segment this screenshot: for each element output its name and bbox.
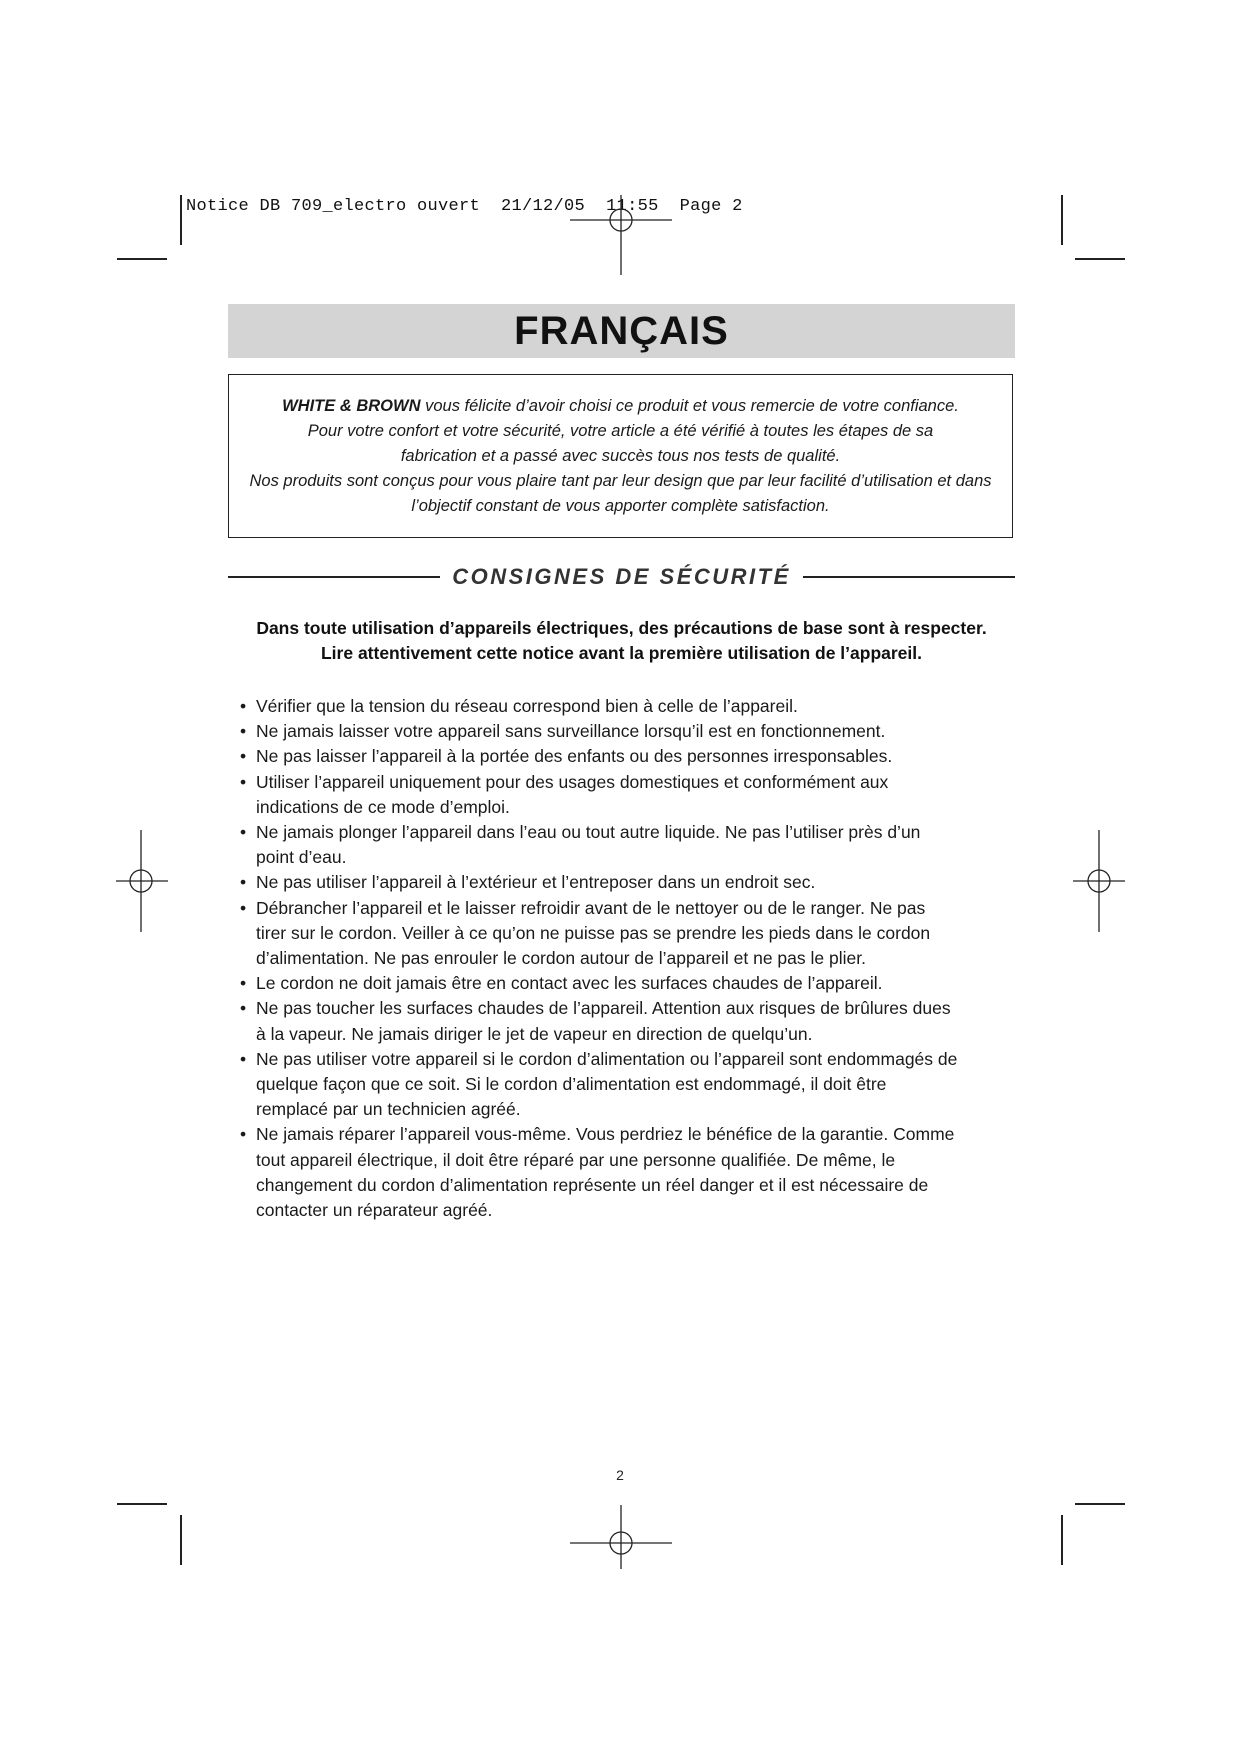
safety-item-line: Ne pas utiliser l’appareil à l’extérieur et l’entreposer dans un endroit sec. xyxy=(256,872,816,893)
safety-item xyxy=(240,1047,1020,1123)
safety-item-line: Ne jamais réparer l’appareil vous-même. Vous perdriez le bénéfice de la garantie. Comme xyxy=(256,1124,955,1145)
intro-line-3: fabrication et a passé avec succès tous nos tests de qualité. xyxy=(400,447,841,465)
safety-item-line: Ne jamais plonger l’appareil dans l’eau ou tout autre liquide. Ne pas l’utiliser près d’un xyxy=(256,822,921,843)
safety-item-line: tirer sur le cordon. Veiller à ce qu’on ne puisse pas se prendre les pieds dans le cordon xyxy=(256,922,931,943)
safety-item xyxy=(240,770,1020,820)
crop-mark-bottom-left-horizontal xyxy=(117,1503,167,1505)
heading-rule-left xyxy=(228,576,440,578)
safety-item xyxy=(240,896,1020,972)
safety-item xyxy=(240,971,1020,996)
bullet-icon: • xyxy=(240,973,247,994)
safety-item-line: indications de ce mode d’emploi. xyxy=(256,796,510,817)
crop-mark-top-right-horizontal xyxy=(1075,258,1125,260)
crop-mark-bottom-right-horizontal xyxy=(1075,1503,1125,1505)
section-title: CONSIGNES DE SÉCURITÉ xyxy=(452,564,791,589)
safety-item-line: quelque façon que ce soit. Si le cordon d’alimentation est endommagé, il doit être xyxy=(256,1074,887,1095)
safety-item-line: Débrancher l’appareil et le laisser refroidir avant de le nettoyer ou de le ranger. Ne pas xyxy=(256,897,926,918)
safety-item-line: changement du cordon d’alimentation représente un réel danger et il est nécessaire de xyxy=(256,1174,929,1195)
safety-item-line: d’alimentation. Ne pas enrouler le cordon autour de l’appareil et ne pas le plier. xyxy=(256,948,866,969)
registration-mark-bottom xyxy=(570,1487,672,1569)
safety-item xyxy=(240,694,1020,719)
safety-item-line: Ne pas laisser l’appareil à la portée des enfants ou des personnes irresponsables. xyxy=(256,746,893,767)
registration-mark-left xyxy=(116,830,168,932)
crop-mark-bottom-left-vertical xyxy=(180,1515,182,1565)
section-heading xyxy=(228,563,1015,591)
safety-item-line: Ne jamais laisser votre appareil sans surveillance lorsqu’il est en fonctionnement. xyxy=(256,721,886,742)
safety-item-line: Vérifier que la tension du réseau correspond bien à celle de l’appareil. xyxy=(256,696,798,716)
intro-line-4: Nos produits sont conçus pour vous plaire tant par leur design que par leur facilité d’utilisation et dans xyxy=(249,472,992,490)
bullet-icon: • xyxy=(240,1124,247,1145)
bullet-icon: • xyxy=(240,746,247,767)
printer-slug: Notice DB 709_electro ouvert 21/12/05 11:55 Page 2 xyxy=(186,197,743,216)
page-number: 2 xyxy=(616,1467,624,1483)
bullet-icon: • xyxy=(240,897,247,918)
safety-item xyxy=(240,744,1020,769)
bullet-icon: • xyxy=(240,696,247,716)
lead-paragraph xyxy=(228,616,1015,666)
safety-item-line: Ne pas utiliser votre appareil si le cordon d’alimentation ou l’appareil sont endommagés de xyxy=(256,1048,958,1069)
lead-line-1: Dans toute utilisation d’appareils électriques, des précautions de base sont à respecter. xyxy=(256,618,987,638)
crop-mark-top-left-horizontal xyxy=(117,258,167,260)
safety-item-line: Utiliser l’appareil uniquement pour des usages domestiques et conformément aux xyxy=(256,771,889,792)
bullet-icon: • xyxy=(240,1048,247,1069)
registration-mark-top xyxy=(570,195,672,277)
bullet-icon: • xyxy=(240,998,247,1019)
registration-mark-right xyxy=(1073,830,1125,932)
crop-mark-top-left-vertical xyxy=(180,195,182,245)
safety-item xyxy=(240,870,1020,895)
safety-item xyxy=(240,1122,1020,1223)
intro-box xyxy=(228,374,1013,538)
bullet-icon: • xyxy=(240,872,247,893)
intro-line-5: l’objectif constant de vous apporter complète satisfaction. xyxy=(411,497,830,515)
safety-item-line: à la vapeur. Ne jamais diriger le jet de vapeur en direction de quelqu’un. xyxy=(256,1023,813,1044)
language-title: FRANÇAIS xyxy=(514,308,729,353)
heading-rule-right xyxy=(803,576,1015,578)
safety-item-line: point d’eau. xyxy=(256,847,347,868)
lead-line-2: Lire attentivement cette notice avant la première utilisation de l’appareil. xyxy=(320,643,922,663)
crop-mark-bottom-right-vertical xyxy=(1061,1515,1063,1565)
safety-item-line: contacter un réparateur agréé. xyxy=(256,1200,493,1221)
safety-item xyxy=(240,820,1020,870)
safety-item-line: tout appareil électrique, il doit être réparé par une personne qualifiée. De même, le xyxy=(256,1149,896,1170)
safety-instructions-list xyxy=(240,694,1020,1223)
bullet-icon: • xyxy=(240,721,247,742)
intro-line-1-text: vous félicite d’avoir choisi ce produit et vous remercie de votre confiance. xyxy=(420,397,959,415)
safety-item-line: Le cordon ne doit jamais être en contact avec les surfaces chaudes de l’appareil. xyxy=(256,973,883,994)
intro-line-2: Pour votre confort et votre sécurité, votre article a été vérifié à toutes les étapes de sa xyxy=(307,422,934,440)
safety-item-line: Ne pas toucher les surfaces chaudes de l’appareil. Attention aux risques de brûlures dues xyxy=(256,998,951,1019)
bullet-icon: • xyxy=(240,822,247,843)
safety-item xyxy=(240,719,1020,744)
language-title-band xyxy=(228,304,1015,358)
safety-item xyxy=(240,996,1020,1046)
intro-line-1 xyxy=(229,394,1012,419)
crop-mark-top-right-vertical xyxy=(1061,195,1063,245)
brand-name: WHITE & BROWN xyxy=(282,397,421,415)
safety-item-line: remplacé par un technicien agréé. xyxy=(256,1099,521,1120)
bullet-icon: • xyxy=(240,771,247,792)
